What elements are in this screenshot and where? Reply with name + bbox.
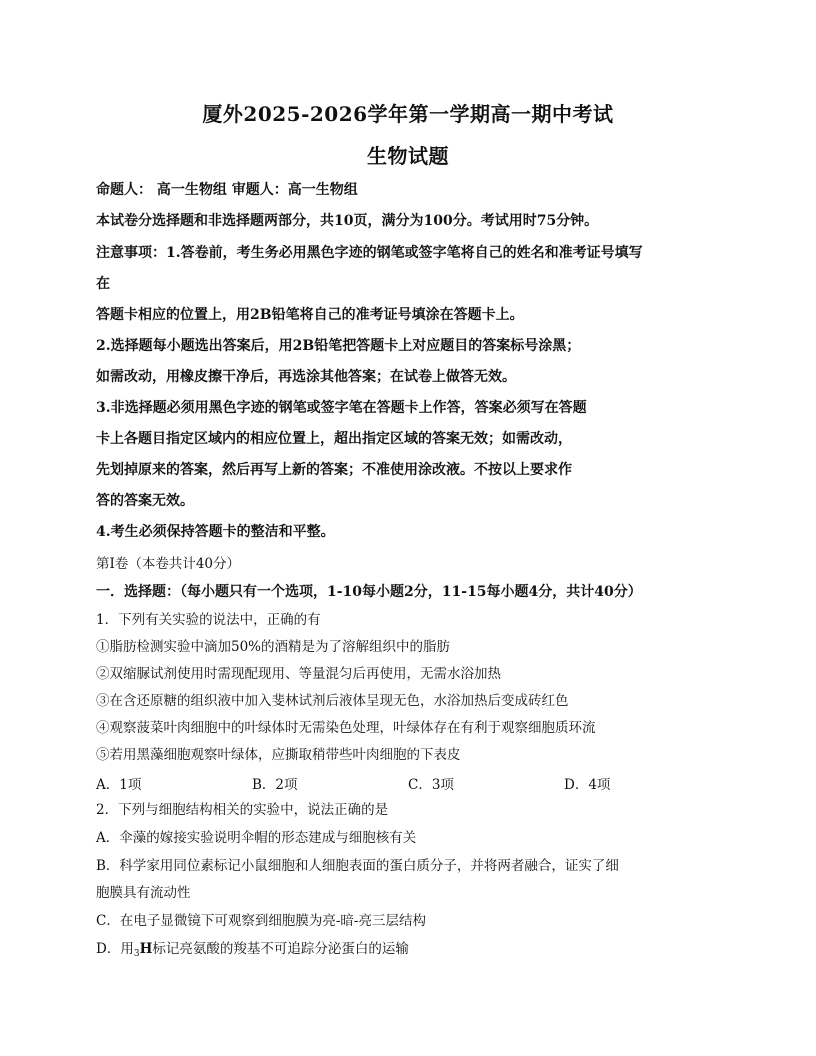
overview-line: 本试卷分选择题和非选择题两部分，共10页，满分为100分。考试用时75分钟。 <box>96 213 599 229</box>
exam-title: 厦外2025-2026学年第一学期高一期中考试 <box>202 102 614 126</box>
volume-label: 第Ⅰ卷（本卷共计40分） <box>96 556 241 572</box>
q2-option-b-line-2: 胞膜具有流动性 <box>96 885 191 901</box>
q2-option-d-element: H <box>139 941 153 957</box>
q1-statement-1: ①脂肪检测实验中滴加50%的酒精是为了溶解组织中的脂肪 <box>96 639 451 655</box>
notes-line-2: 在 <box>96 276 110 292</box>
q1-statement-2: ②双缩脲试剂使用时需现配现用、等量混匀后再使用，无需水浴加热 <box>96 666 501 682</box>
q2-option-d-prefix: D．用 <box>96 941 134 957</box>
q2-option-d-rest: 标记亮氨酸的羧基不可追踪分泌蛋白的运输 <box>152 941 409 957</box>
q2-option-a: A．伞藻的嫁接实验说明伞帽的形态建成与细胞核有关 <box>96 830 417 846</box>
q1-option-d: D．4项 <box>564 777 611 793</box>
q1-options <box>96 773 716 791</box>
notes-line-6: 3.非选择题必须用黑色字迹的钢笔或签字笔在答题卡上作答，答案必须写在答题 <box>96 400 587 416</box>
q2-option-d <box>96 940 409 963</box>
q2-option-c: C．在电子显微镜下可观察到细胞膜为亮-暗-亮三层结构 <box>96 913 426 929</box>
notes-line-1: 注意事项：1.答卷前，考生务必用黑色字迹的钢笔或签字笔将自己的姓名和准考证号填写 <box>96 245 643 261</box>
q1-option-a: A．1项 <box>96 777 142 793</box>
notes-line-9: 答的答案无效。 <box>96 493 194 509</box>
q1-stem: 1．下列有关实验的说法中，正确的有 <box>96 612 321 628</box>
q1-option-c: C．3项 <box>408 777 454 793</box>
exam-subtitle: 生物试题 <box>367 144 449 168</box>
section-heading: 一．选择题：（每小题只有一个选项，1-10每小题2分，11-15每小题4分，共计40分） <box>96 584 642 600</box>
notes-line-5: 如需改动，用橡皮擦干净后，再选涂其他答案；在试卷上做答无效。 <box>96 369 516 385</box>
q2-stem: 2．下列与细胞结构相关的实验中，说法正确的是 <box>96 802 389 818</box>
authors-line: 命题人： 高一生物组 审题人：高一生物组 <box>96 182 358 198</box>
q2-option-d-isotope-mass: 3 <box>133 949 140 959</box>
q1-statement-5: ⑤若用黑藻细胞观察叶绿体，应撕取稍带些叶肉细胞的下表皮 <box>96 747 461 763</box>
q1-option-b: B．2项 <box>252 777 298 793</box>
q2-option-b-line-1: B．科学家用同位素标记小鼠细胞和人细胞表面的蛋白质分子，并将两者融合，证实了细 <box>96 858 619 874</box>
q1-statement-4: ④观察菠菜叶肉细胞中的叶绿体时无需染色处理，叶绿体存在有利于观察细胞质环流 <box>96 720 596 736</box>
notes-line-8: 先划掉原来的答案，然后再写上新的答案；不准使用涂改液。不按以上要求作 <box>96 462 572 478</box>
notes-line-10: 4.考生必须保持答题卡的整洁和平整。 <box>96 524 335 540</box>
notes-line-7: 卡上各题目指定区域内的相应位置上，超出指定区域的答案无效；如需改动， <box>96 431 572 447</box>
notes-line-3: 答题卡相应的位置上，用2B铅笔将自己的准考证号填涂在答题卡上。 <box>96 307 524 323</box>
notes-line-4: 2.选择题每小题选出答案后，用2B铅笔把答题卡上对应题目的答案标号涂黑； <box>96 338 581 354</box>
q1-statement-3: ③在含还原糖的组织液中加入斐林试剂后液体呈现无色，水浴加热后变成砖红色 <box>96 693 569 709</box>
